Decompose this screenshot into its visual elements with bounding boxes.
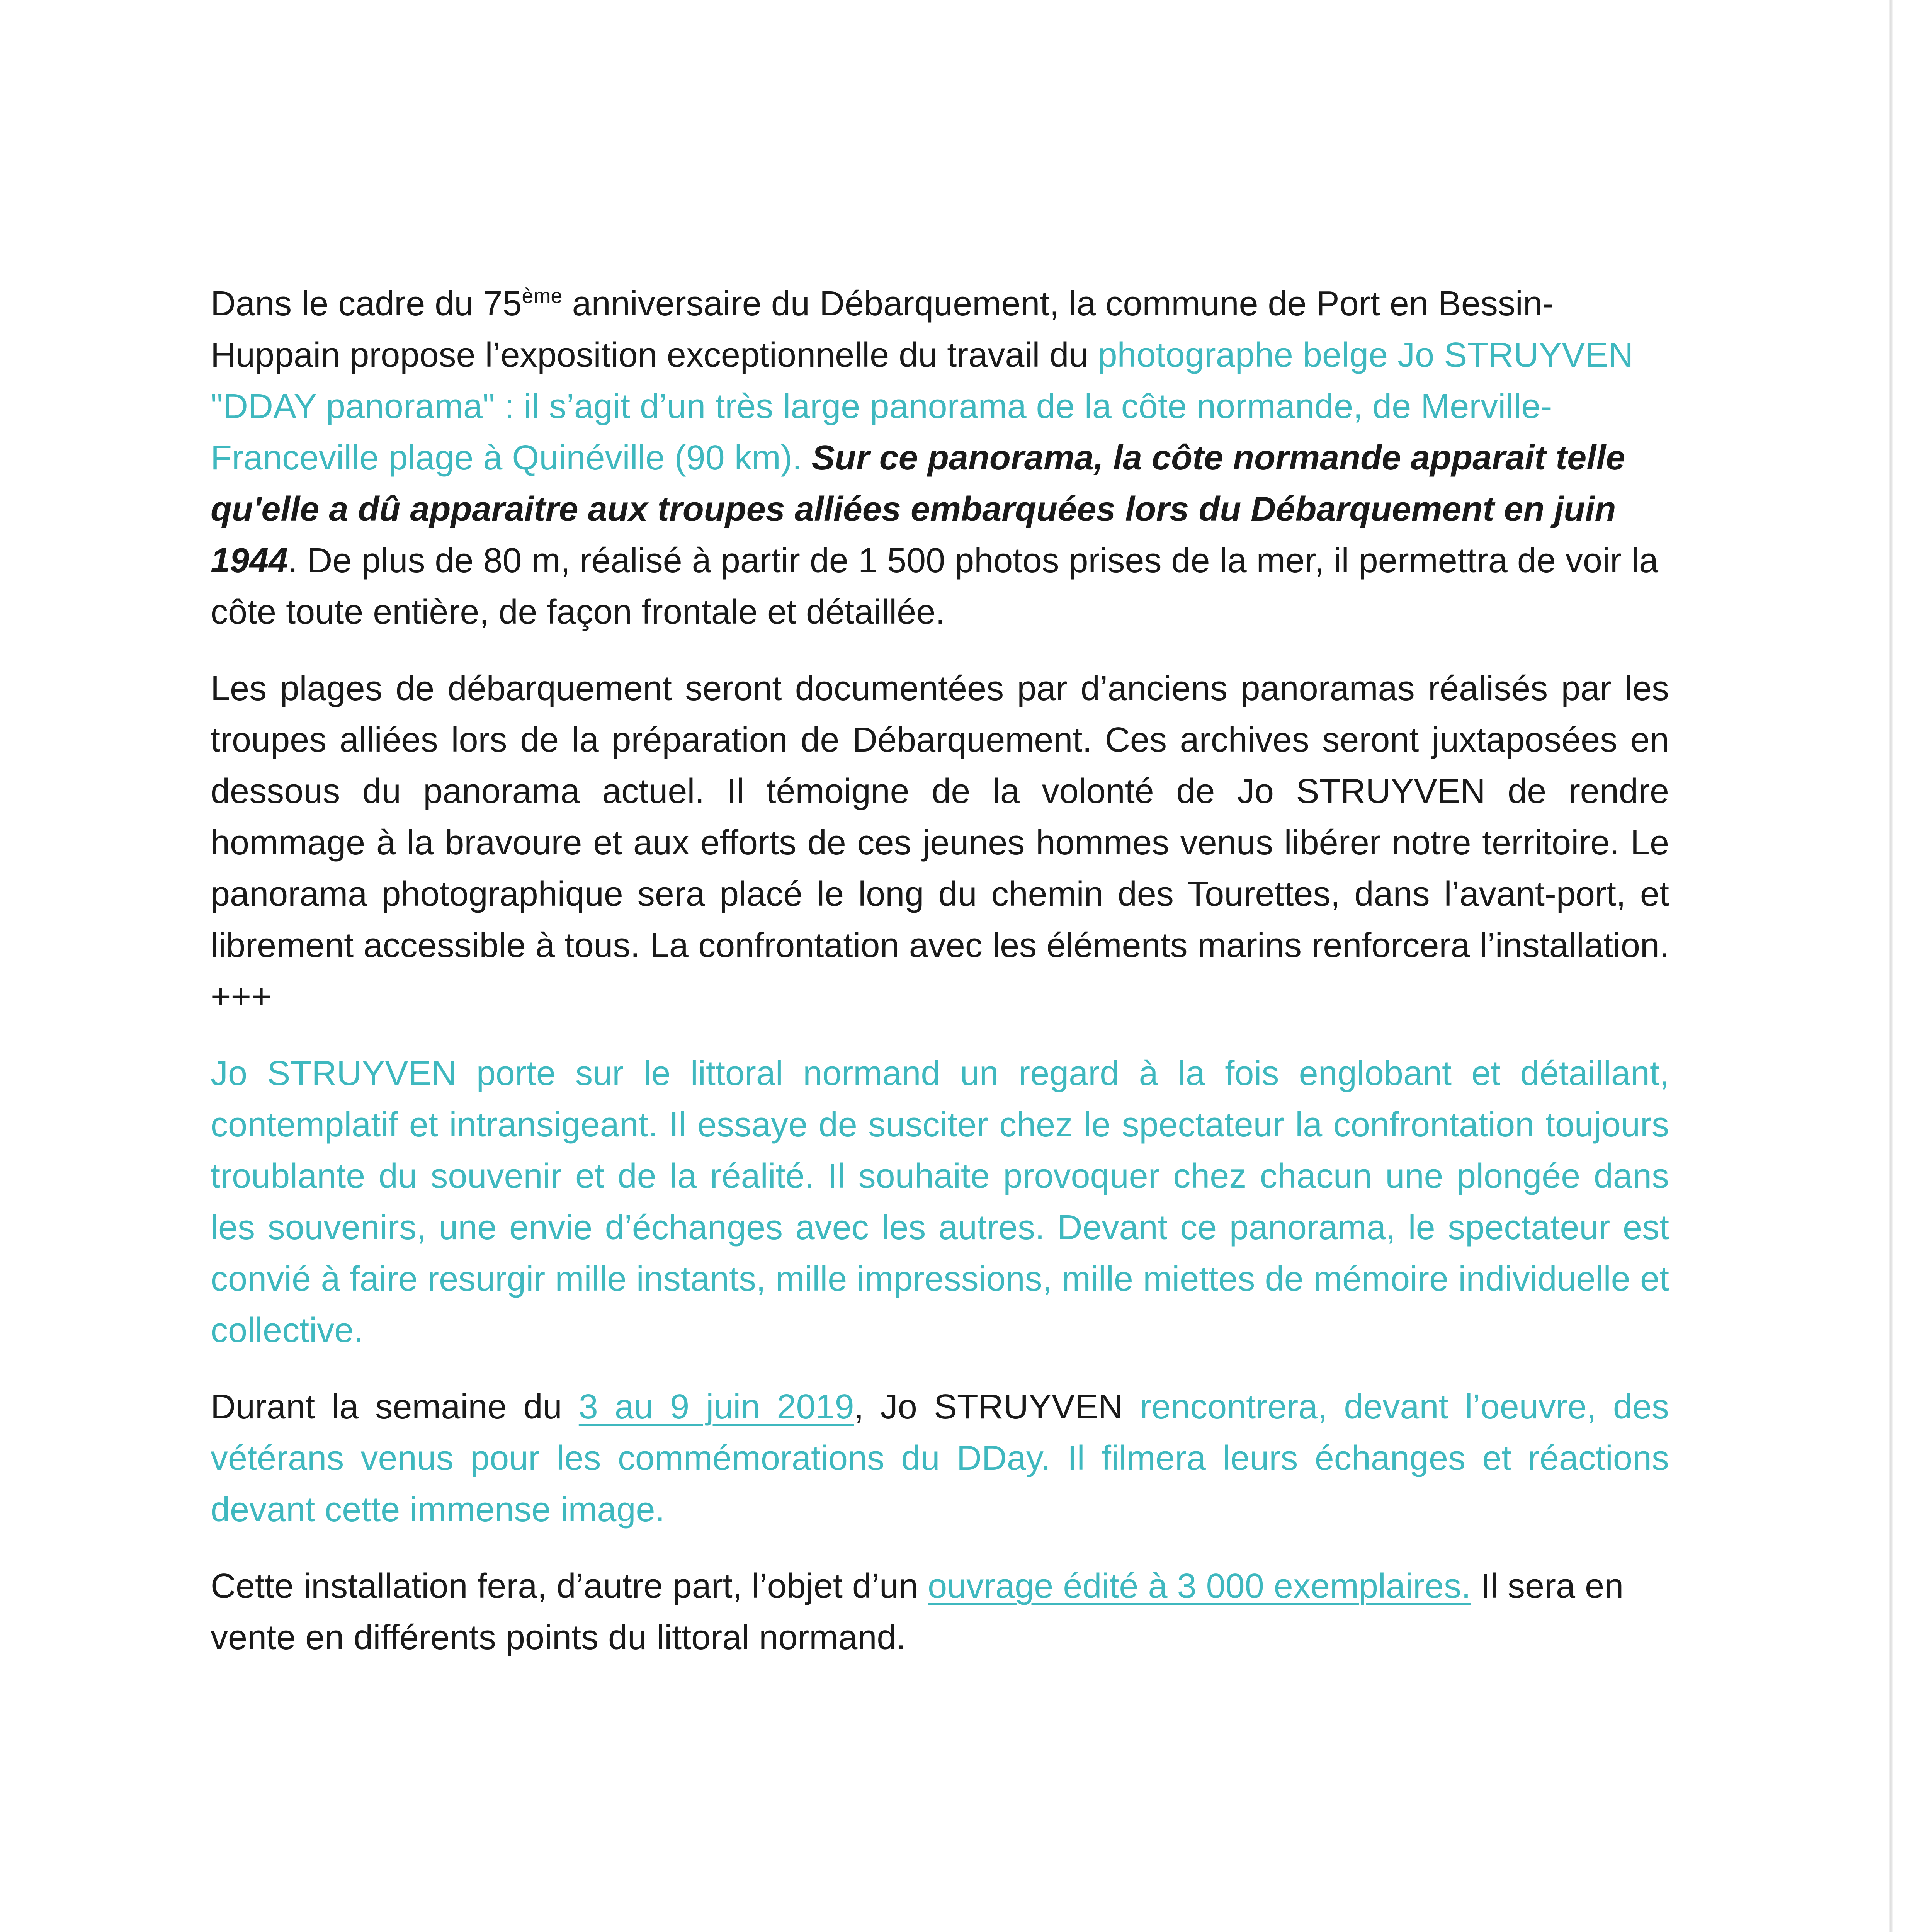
book-link[interactable]: ouvrage édité à 3 000 exemplaires. [928,1567,1471,1605]
paragraph-beaches: Les plages de débarquement seront documentées par d’anciens panoramas réalisés par les troupes alliées lors de la préparation de Débarquement. Ces archives seront juxtaposées en dessous du panorama actuel. Il témoigne de la volonté de Jo STRUYVEN de rendre hommage à la bravoure et aux efforts de ces jeunes hommes venus libérer notre territoire. Le panorama photographique sera placé le long du chemin des Tourettes, dans l’avant-port, et librement accessible à tous. La confrontation avec les éléments marins renforcera l’installation. +++ [211,669,1669,1016]
ordinal-superscript: ème [522,284,563,308]
date-link[interactable]: 3 au 9 juin 2019 [578,1388,854,1426]
paragraph-week [211,1381,1669,1536]
paragraph-book [211,1561,1669,1663]
week-text-artist: , Jo STRUYVEN [854,1388,1140,1426]
week-text: Durant la semaine du [211,1388,579,1426]
highlighted-text: photographe belge Jo STRUYVEN "DDAY panorama" : il s’agit d’un très large panorama de la côte normande, de Merville-Franceville plage à Quinéville (90 km). [211,336,1634,477]
book-text: Cette installation fera, d’autre part, l’objet d’un [211,1567,928,1605]
document-body [211,278,1669,1689]
veterans-text: rencontrera, devant l’oeuvre, des vétérans venus pour les commémorations du DDay. Il filmera leurs échanges et réactions devant cette immense image. [211,1388,1669,1529]
intro-text-continued: anniversaire du Débarquement, la commune de Port en Bessin-Huppain propose l’exposition exceptionnelle du travail du [211,284,1554,374]
book-text-end: Il sera en vente en différents points du littoral normand. [211,1567,1624,1657]
intro-text-end: . De plus de 80 m, réalisé à partir de 1 500 photos prises de la mer, il permettra de voir la côte toute entière, de façon frontale et détaillée. [211,541,1659,631]
emphasis-text: Sur ce panorama, la côte normande apparait telle qu'elle a dû apparaitre aux troupes alliées embarquées lors du Débarquement en juin 1944 [211,439,1625,580]
page-edge [1889,0,1893,1932]
paragraph-intro [211,278,1669,638]
intro-text: Dans le cadre du 75 [211,284,522,323]
paragraph-artist-vision: Jo STRUYVEN porte sur le littoral normand un regard à la fois englobant et détaillant, contemplatif et intransigeant. Il essaye de susciter chez le spectateur la confrontation toujours troublante du souvenir et de la réalité. Il souhaite provoquer chez chacun une plongée dans les souvenirs, une envie d’échanges avec les autres. Devant ce panorama, le spectateur est convié à faire resurgir mille instants, mille impressions, mille miettes de mémoire individuelle et collective. [211,1054,1669,1350]
